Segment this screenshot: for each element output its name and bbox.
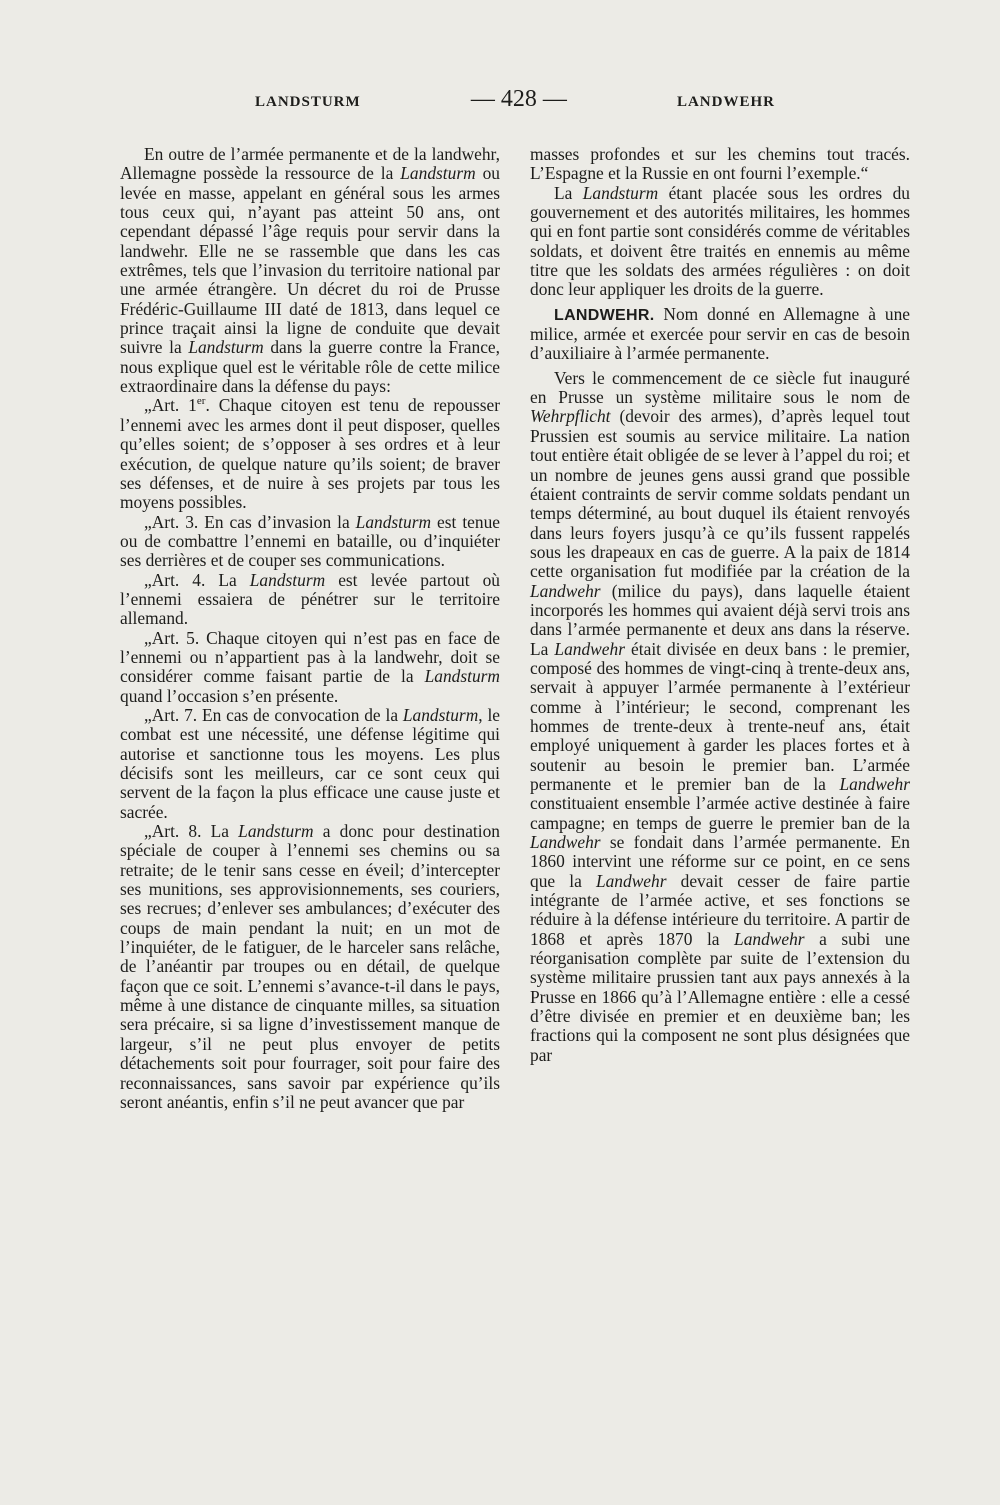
text-run: „Art. 3. En cas d’invasion la — [144, 511, 356, 532]
left-column — [120, 145, 500, 1112]
text-run: étant placée sous les ordres du gouvernement et des autorités militaires, les hommes qui en font partie sont considérés comme de véritables soldats, et doivent être traités en ennemis au même titre que les soldats des armées régulières : on doit donc leur appliquer les droits de la guerre. — [530, 182, 910, 300]
header-right-word: LANDWEHR — [676, 94, 775, 110]
text-run: „Art. 4. La — [144, 569, 250, 590]
text-run: ou levée en masse, appelant en général sous les armes tous ceux qui, n’ayant pas atteint 50 ans, ont cependant dépassé l’âge requis pour servir dans la landwehr. Elle ne se rassemble que dans les cas extrêmes, tels que l’invasion du territoire national par une armée étrangère. Un décret du roi de Prusse Frédéric-Guillaume III daté de 1813, dans lequel ce prince traçait ainsi la ligne de conduite que devait suivre la — [120, 163, 500, 358]
text-run: Nom donné en Allemagne à une milice, armée et exercée pour servir en cas de besoin d’auxiliaire à l’armée permanente. — [530, 303, 910, 364]
text-run: (milice du pays), dans laquelle étaient incorporés les hommes qui avaient déjà servi trois ans dans l’armée permanente et deux ans dans la réserve. La — [530, 580, 910, 659]
text-run: „Art. 5. Chaque citoyen qui n’est pas en face de l’ennemi ou n’appartient pas à la landwehr, doit se considérer comme faisant partie de la — [120, 627, 500, 687]
text-run: constituaient ensemble l’armée active destinée à faire campagne; en temps de guerre le premier ban de la — [530, 793, 910, 833]
text-run: est tenue ou de combattre l’ennemi en bataille, ou d’inquiéter ses derrières et de couper ses communications. — [120, 511, 500, 571]
italic-term: Wehrpflicht — [530, 406, 611, 427]
entry-paragraph — [530, 305, 910, 364]
italic-term: Landsturm — [582, 182, 659, 203]
paragraph: masses profondes et sur les chemins tout tracés. L’Espagne et la Russie en ont fourni l’exemple.“ — [530, 144, 910, 184]
paragraph — [530, 184, 910, 300]
header-left-word: LANDSTURM — [255, 94, 361, 110]
superscript: er — [196, 395, 206, 408]
page-number: — 428 — — [470, 86, 567, 112]
text-run: dans la guerre contre la France, nous explique quel est le véritable rôle de cette milice extraordinaire dans la défense du pays: — [120, 337, 500, 397]
text-run: . Chaque citoyen est tenu de repousser l’ennemi avec les armes dont il peut disposer, quelles qu’elles soient; de s’opposer à ses ordres et à leur exécution, de quelque nature qu’ils soient; de braver ses défenses, et de nuire à ses projets par tous les moyens possibles. — [120, 395, 501, 513]
italic-term: Landwehr — [595, 870, 667, 891]
paragraph — [120, 571, 500, 629]
paragraph — [120, 513, 500, 571]
italic-term: Landsturm — [188, 337, 264, 358]
italic-term: Landsturm — [238, 821, 314, 842]
paragraph — [120, 822, 500, 1112]
text-run: a subi une réorganisation complète par suite de l’extension du système militaire prussien tant aux pays annexés à la Prusse en 1866 qu’à l’Allemagne entière : elle a cessé d’être divisée en premier et en deuxième ban; les fractions qui la composent ne sont plus désignées que par — [530, 928, 910, 1065]
italic-term: Landsturm — [424, 666, 500, 687]
paragraph — [120, 145, 500, 396]
text-run: se fondait dans l’armée permanente. En 1860 intervint une réforme sur ce point, en ce sens que la — [530, 832, 910, 891]
entry-headword: LANDWEHR. — [554, 306, 655, 324]
text-run: Vers le commencement de ce siècle fut inauguré en Prusse un système militaire sous le nom de — [530, 367, 910, 408]
italic-term: Landsturm — [402, 704, 479, 725]
text-run: „Art. 1 — [144, 395, 197, 416]
running-header — [255, 86, 775, 118]
italic-term: Landsturm — [249, 569, 326, 590]
text-run: En outre de l’armée permanente et de la landwehr, Allemagne possède la ressource de la — [120, 144, 500, 184]
italic-term: Landsturm — [355, 511, 432, 532]
text-run: a donc pour destination spéciale de couper à l’ennemi ses chemins ou sa retraite; de le tenir sans cesse en éveil; d’intercepter ses munitions, ses approvisionnements, ses couriers, ses recrues; d’enlever ses ambulances; d’exécuter des coups de main pendant la nuit; en un mot de l’inquiéter, de le fatiguer, de le harceler sans relâche, de l’anéantir par troupes ou en détail, de quelque façon que ce soit. L’ennemi s’avance-t-il dans le pays, même à une distance de cinquante milles, sa situation sera précaire, si sa ligne d’investissement manque de largeur, s’il ne peut plus envoyer de petits détachements soit pour fourrager, soit pour faire des reconnaissances, sans savoir par expérience qu’ils seront anéantis, enfin s’il ne peut avancer que par — [120, 821, 500, 1112]
italic-term: Landwehr — [530, 832, 601, 853]
italic-term: Landwehr — [734, 928, 805, 949]
text-run: quand l’occasion s’en présente. — [120, 685, 339, 706]
text-run: (devoir des armes), d’après lequel tout Prussien est soumis au service militaire. La nation tout entière était obligée de se lever à l’appel du roi; et un nombre de jeunes gens aussi grand que possible étaient contraints de servir comme soldats pendant un temps déterminé, au bout duquel ils étaient renvoyés dans leurs foyers jusqu’à ce qu’ils fussent rappelés sous les drapeaux en cas de guerre. A la paix de 1814 cette organisation fut modifiée par la création de la — [530, 406, 910, 582]
paragraph — [120, 706, 500, 822]
italic-term: Landwehr — [839, 774, 910, 794]
text-run: devait cesser de faire partie intégrante de l’armée active, et ses fonctions se réduire à la défense intérieure du territoire. A partir de 1868 et après 1870 la — [530, 870, 910, 949]
right-column — [530, 145, 910, 1065]
text-run: La — [554, 182, 583, 203]
italic-term: Landsturm — [400, 163, 476, 184]
text-run: est levée partout où l’ennemi essaiera de pénétrer sur le territoire allemand. — [120, 569, 500, 629]
text-run: „Art. 8. La — [144, 821, 239, 842]
italic-term: Landwehr — [554, 638, 625, 659]
paragraph — [120, 396, 500, 512]
text-run: était divisée en deux bans : le premier, composé des hommes de vingt-cinq à trente-deux ans, servait à appuyer l’armée permanente à l’extérieur comme à l’intérieur; le second, comprenant les hommes de trente-deux à trente-neuf ans, était employé uniquement à garder les places fortes et à soutenir au besoin le premier ban. L’armée permanente et le premier ban de la — [530, 638, 910, 794]
text-run: „Art. 7. En cas de convocation de la — [144, 704, 403, 725]
paragraph — [120, 629, 500, 706]
text-run: , le combat est une nécessité, une défense légitime qui autorise et sanctionne tous les moyens. Les plus décisifs sont les meilleurs, car ce sont ceux qui servent de la façon la plus efficace une cause juste et sacrée. — [120, 704, 500, 822]
paragraph — [530, 369, 910, 1065]
italic-term: Landwehr — [530, 580, 601, 601]
